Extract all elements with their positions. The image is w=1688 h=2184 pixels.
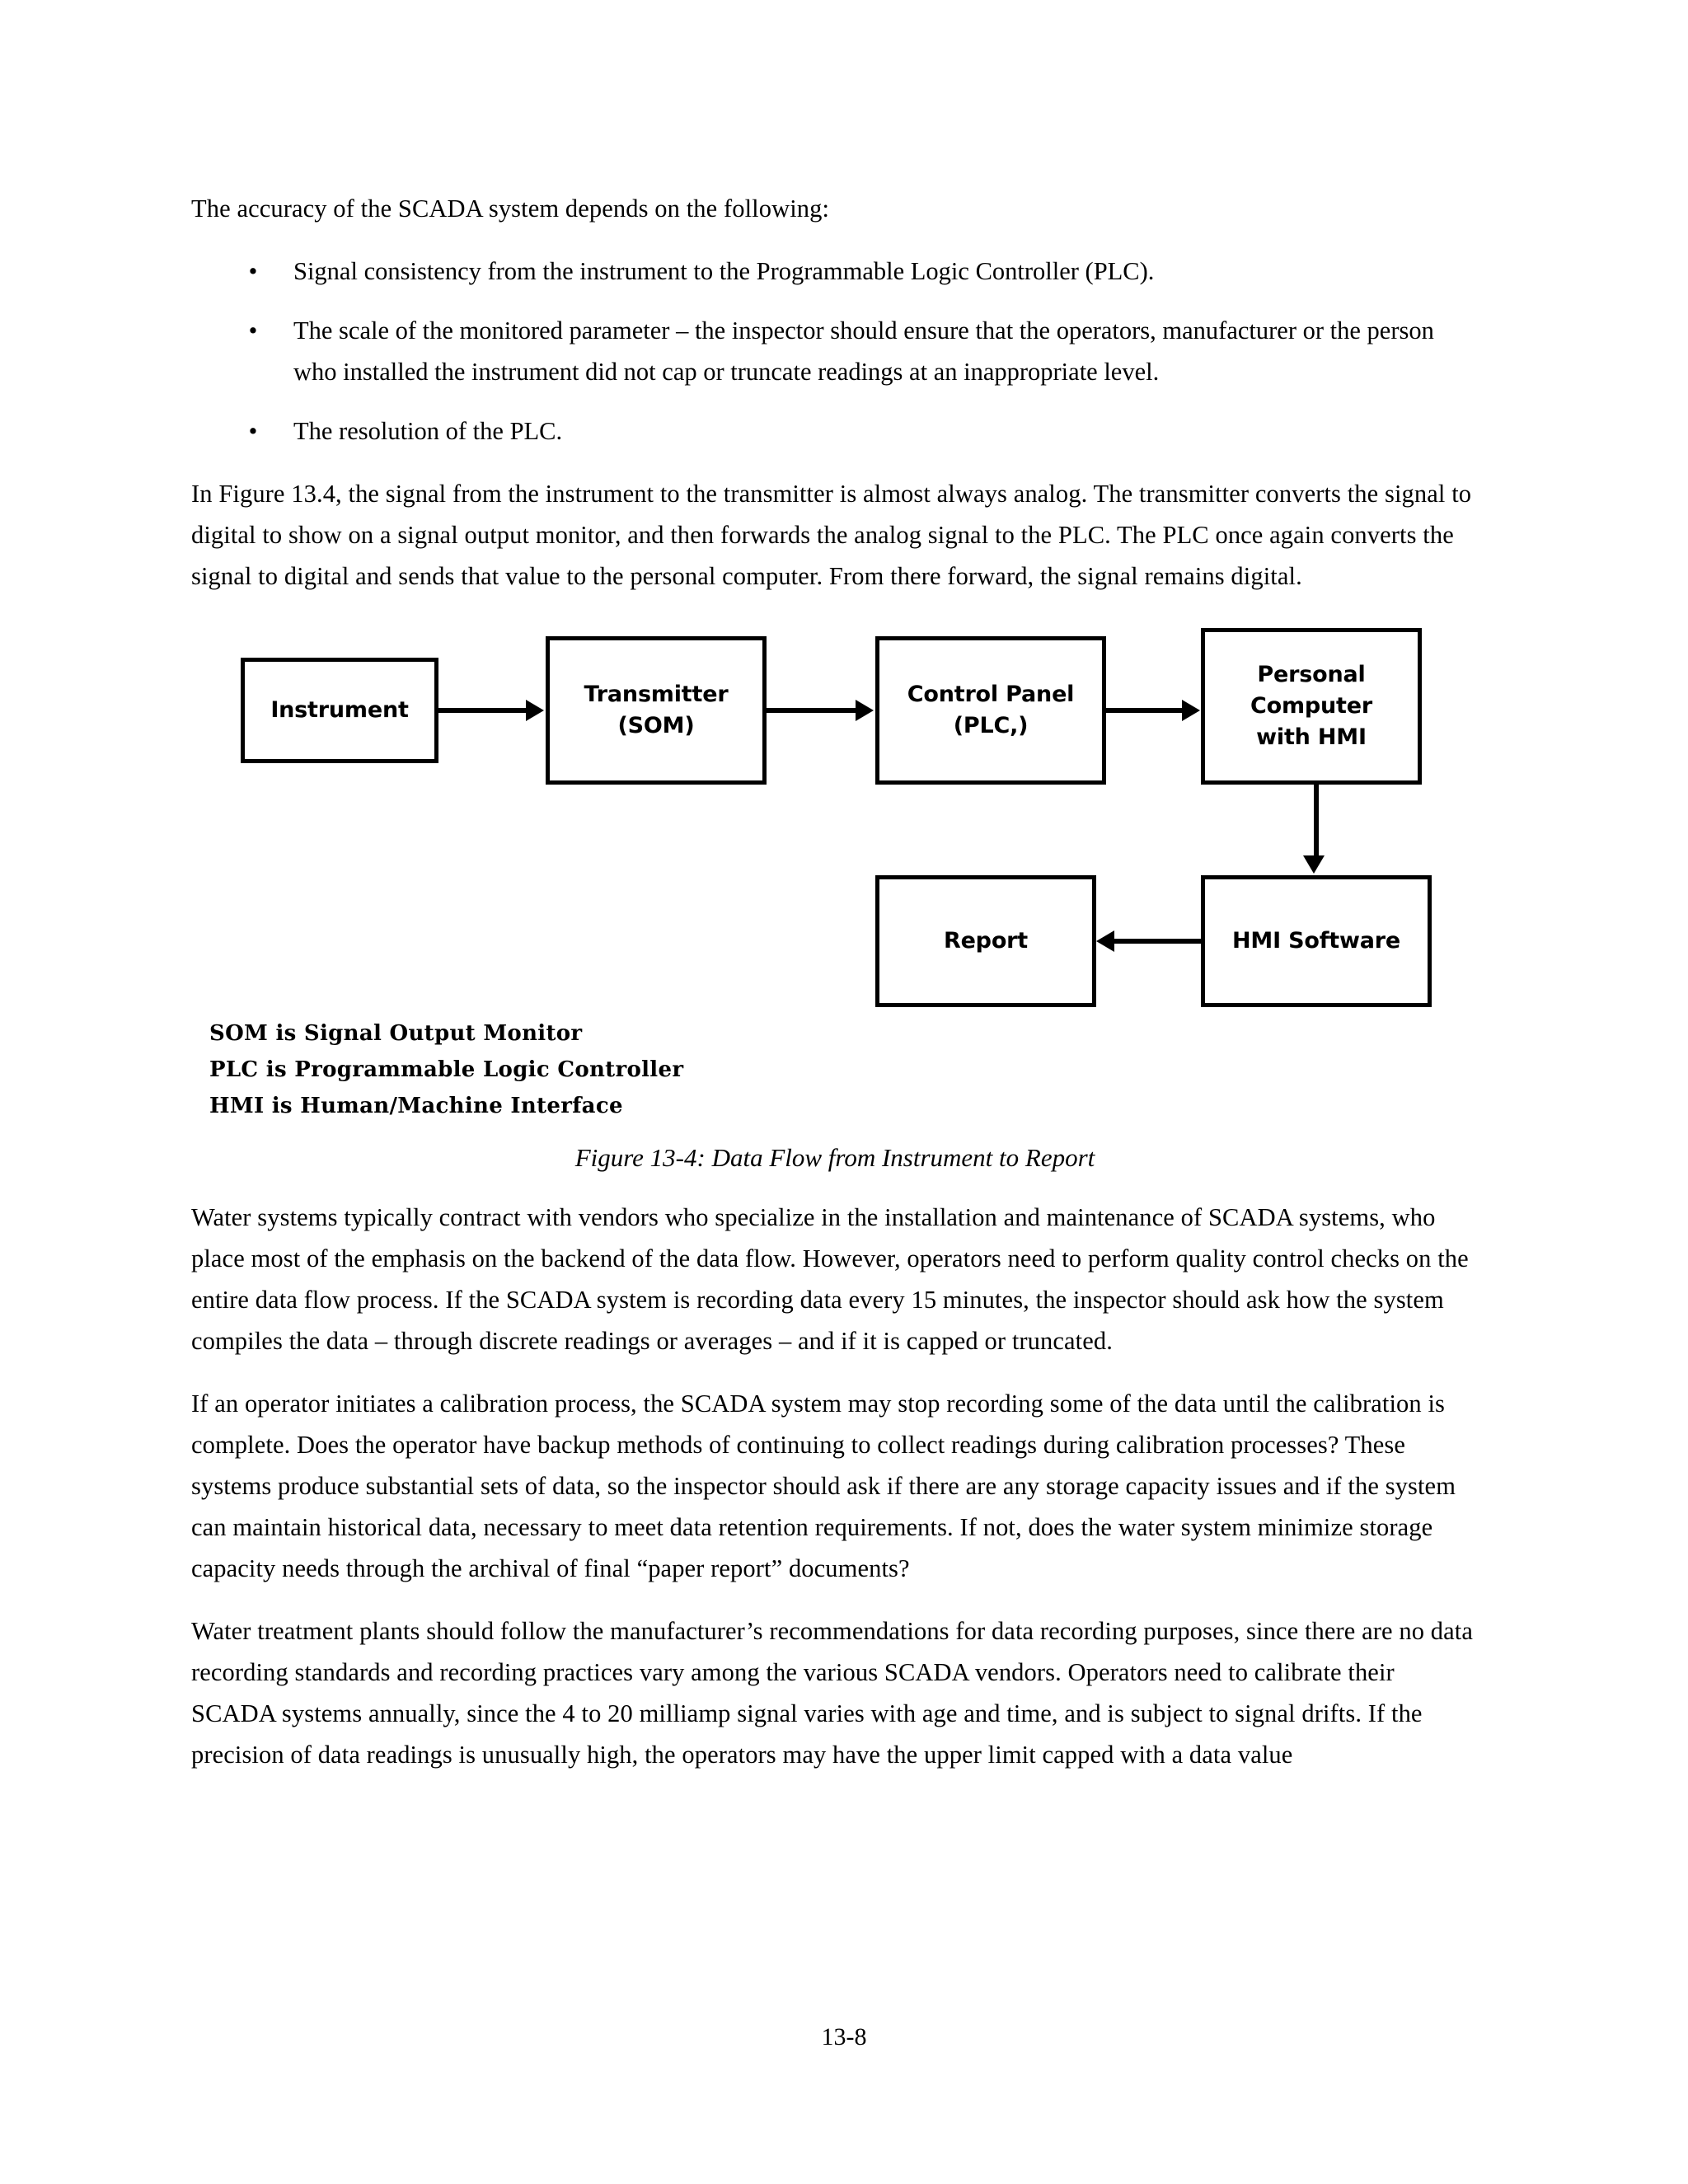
diagram-node-transmitter (546, 636, 767, 785)
node-label: Report (943, 928, 1028, 954)
diagram-node-instrument (241, 658, 438, 763)
data-flow-diagram (191, 628, 1479, 1007)
diagram-node-personal-computer (1201, 628, 1422, 785)
list-item-text: The scale of the monitored parameter – the inspector should ensure that the operators, manufacturer or the person who installed the instrument did not cap or truncate readings at an inappropriate level. (293, 316, 1434, 386)
figure-legend (209, 1015, 1479, 1124)
arrowhead-right-icon (856, 700, 874, 721)
list-item-text: The resolution of the PLC. (293, 417, 563, 445)
bullet-marker-icon: • (248, 257, 258, 285)
diagram-node-control-panel (875, 636, 1106, 785)
connector-personal-computer-to-hmi-software (1314, 785, 1319, 857)
legend-line-som: SOM is Signal Output Monitor (209, 1021, 583, 1046)
page-content (191, 188, 1479, 1797)
list-item (191, 310, 1479, 392)
body-paragraph-1: Water systems typically contract with vendors who specialize in the installation and maintenance of SCADA systems, who place most of the emphasis on the backend of the data flow. However, operators need to perform quality control checks on the entire data flow process. If the SCADA system is recording data every 15 minutes, the inspector should ask how the system compiles the data – through discrete readings or averages – and if it is capped or truncated. (191, 1203, 1469, 1355)
accuracy-bullet-list (191, 251, 1479, 452)
list-item (191, 410, 1479, 452)
arrowhead-left-icon (1096, 930, 1114, 952)
legend-line-plc: PLC is Programmable Logic Controller (209, 1057, 684, 1082)
diagram-node-hmi-software (1201, 875, 1432, 1007)
connector-control-panel-to-personal-computer (1106, 708, 1184, 713)
diagram-node-report (875, 875, 1096, 1007)
node-label: HMI Software (1232, 928, 1400, 954)
figure-intro-paragraph: In Figure 13.4, the signal from the instrument to the transmitter is almost always analog. The transmitter converts the signal to digital to show on a signal output monitor, and then forwards the analog signal to the PLC. The PLC once again converts the signal to digital and sends that value to the personal computer. From there forward, the signal remains digital. (191, 480, 1472, 590)
figure-caption: Figure 13-4: Data Flow from Instrument to Report (574, 1143, 1095, 1172)
node-label-line3: with HMI (1256, 724, 1367, 750)
connector-transmitter-to-control-panel (767, 708, 857, 713)
node-label-line2: (PLC,) (953, 713, 1029, 738)
bullet-marker-icon: • (248, 417, 258, 445)
bullet-marker-icon: • (248, 316, 258, 344)
page-number: 13-8 (821, 2023, 867, 2050)
node-label-line1: Personal (1257, 662, 1366, 687)
connector-hmi-software-to-report (1114, 939, 1203, 944)
body-paragraph-2: If an operator initiates a calibration process, the SCADA system may stop recording some of the data until the calibration is complete. Does the operator have backup methods of continuing to collect readings during calibration processes? These systems produce substantial sets of data, so the inspector should ask if there are any storage capacity issues and if the system can maintain historical data, necessary to meet data retention requirements. If not, does the water system minimize storage capacity needs through the archival of final “paper report” documents? (191, 1390, 1456, 1582)
body-paragraph-3: Water treatment plants should follow the manufacturer’s recommendations for data recording purposes, since there are no data recording standards and recording practices vary among the various SCADA vendors. Operators need to calibrate their SCADA systems annually, since the 4 to 20 milliamp signal varies with age and time, and is subject to signal drifts. If the precision of data readings is unusually high, the operators may have the upper limit capped with a data value (191, 1617, 1474, 1769)
node-label-line2: Computer (1250, 693, 1372, 719)
arrowhead-right-icon (1182, 700, 1200, 721)
node-label-line1: Transmitter (584, 682, 729, 707)
arrowhead-down-icon (1303, 855, 1325, 874)
figure-13-4 (191, 628, 1479, 1007)
node-label: Instrument (270, 697, 409, 723)
arrowhead-right-icon (526, 700, 544, 721)
list-item-text: Signal consistency from the instrument to the Programmable Logic Controller (PLC). (293, 257, 1155, 285)
list-item (191, 251, 1479, 292)
intro-paragraph: The accuracy of the SCADA system depends on the following: (191, 194, 830, 223)
legend-line-hmi: HMI is Human/Machine Interface (209, 1094, 623, 1118)
node-label-line1: Control Panel (907, 682, 1075, 707)
connector-instrument-to-transmitter (438, 708, 528, 713)
node-label-line2: (SOM) (617, 713, 695, 738)
